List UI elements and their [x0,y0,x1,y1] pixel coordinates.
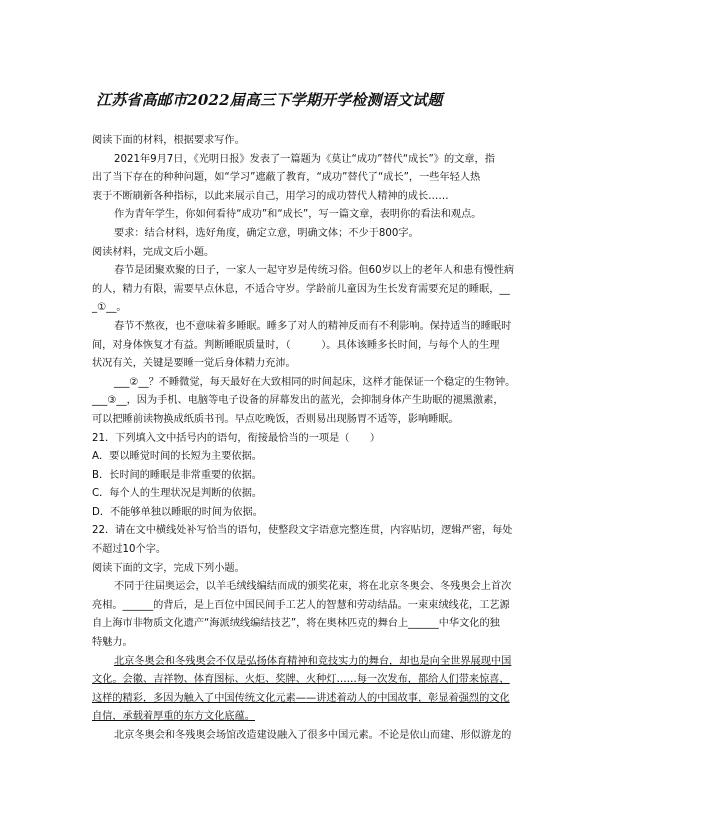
paragraph-line: 亮相。______的背后，是上百位中国民间手工艺人的智慧和劳动结晶。一束束绒线花，工艺源 [92,599,510,611]
paragraph-line: 衷于不断刷新各种指标，以此来展示自己，用学习的成功替代人精神的成长…… [92,190,449,202]
paragraph-line: 北京冬奥会和冬残奥会场馆改造建设融入了很多中国元素。不论是依山而建、形似游龙的 [114,730,512,741]
underlined-line: 自信，承载着厚重的东方文化底蕴。 [92,711,255,723]
paragraph-line: 出了当下存在的种种问题，如“学习”遮蔽了教育，“成功”替代了“成长”，一些年轻人热 [92,172,481,184]
underlined-line: 北京冬奥会和冬残奥会不仅是弘扬体育精神和竞技实力的舞台，却也是向全世界展现中国 [114,655,512,667]
paragraph-line: 的人，精力有限，需要早点休息，不适合守岁。学龄前儿童因为生长发育需要充足的睡眠，__ [92,283,510,295]
paragraph-line: _①__。 [92,302,127,314]
paragraph-line: 间，对身体恢复才有益。判断睡眠质量时，（ ）。具体该睡多长时间，与每个人的生理 [92,339,500,351]
underlined-line: 文化。会徽、吉祥物、体育图标、火炬、奖牌、火种灯……每一次发布，都给人们带来惊喜， [92,674,510,686]
paragraph-line: 春节是团聚欢聚的日子，一家人一起守岁是传统习俗。但60岁以上的老年人和患有慢性病 [114,265,515,277]
paragraph-line: 作为青年学生，你如何看待“成功”和“成长”，写一篇文章，表明你的看法和观点。 [114,209,482,221]
paragraph-line: 要求：结合材料，选好角度，确定立意，明确文体；不少于800字。 [114,227,419,239]
paragraph-line: 春节不熬夜，也不意味着多睡眠。睡多了对人的精神反而有不利影响。保持适当的睡眠时 [114,320,512,332]
paragraph-line: 状况有关，关键是要睡一觉后身体精力充沛。 [92,358,296,370]
option-a: A．要以睡觉时间的长短为主要依据。 [92,451,262,463]
paragraph-line: 阅读下面的文字，完成下列小题。 [92,562,245,574]
paragraph-line: 特魅力。 [92,637,133,649]
question-line: 22．请在文中横线处补写恰当的语句，使整段文字语意完整连贯，内容贴切，逻辑严密，每处 [92,525,513,537]
option-b: B．长时间的睡眠是非常重要的依据。 [92,469,262,481]
paragraph-line: 2021年9月7日，《光明日报》发表了一篇题为《莫让“成功”替代“成长”》的文章，指 [114,153,495,165]
paragraph-line: 不同于往届奥运会，以羊毛绒线编结而成的颁奖花束，将在北京冬奥会、冬残奥会上首次 [114,581,512,593]
paragraph-line: ___②__？不睡微觉，每天最好在大致相同的时间起床，这样才能保证一个稳定的生物钟。 [114,376,516,388]
underlined-line: 这样的精彩，多因为触入了中国传统文化元素——讲述着动人的中国故事，彰显着强烈的文化 [92,692,510,704]
question-line: 不超过10个字。 [92,544,167,556]
paragraph-line: 可以把睡前读物换成纸质书刊。早点吃晚饭，否则易出现肠胃不适等，影响睡眠。 [92,413,459,425]
paragraph-line: 自上海市非物质文化遗产“海派绒线编结技艺”，将在奥林匹克的舞台上______中华文化的独 [92,618,500,630]
document-title: 江苏省高邮市2022届高三下学期开学检测语文试题 [96,91,443,109]
document-body [92,132,548,746]
option-d: D．不能够单独以睡眠的时间为依据。 [92,506,263,518]
paragraph-line: 阅读下面的材料，根据要求写作。 [92,135,245,146]
paragraph-line: 阅读材料，完成文后小题。 [92,246,215,258]
option-c: C．每个人的生理状况是判断的依据。 [92,488,263,500]
paragraph-line: ___③__，因为手机、电脑等电子设备的屏幕发出的蓝光，会抑制身体产生助眠的褪黑激素， [92,395,504,407]
question-line: 21．下列填入文中括号内的语句，衔接最恰当的一项是（ ） [92,432,381,444]
